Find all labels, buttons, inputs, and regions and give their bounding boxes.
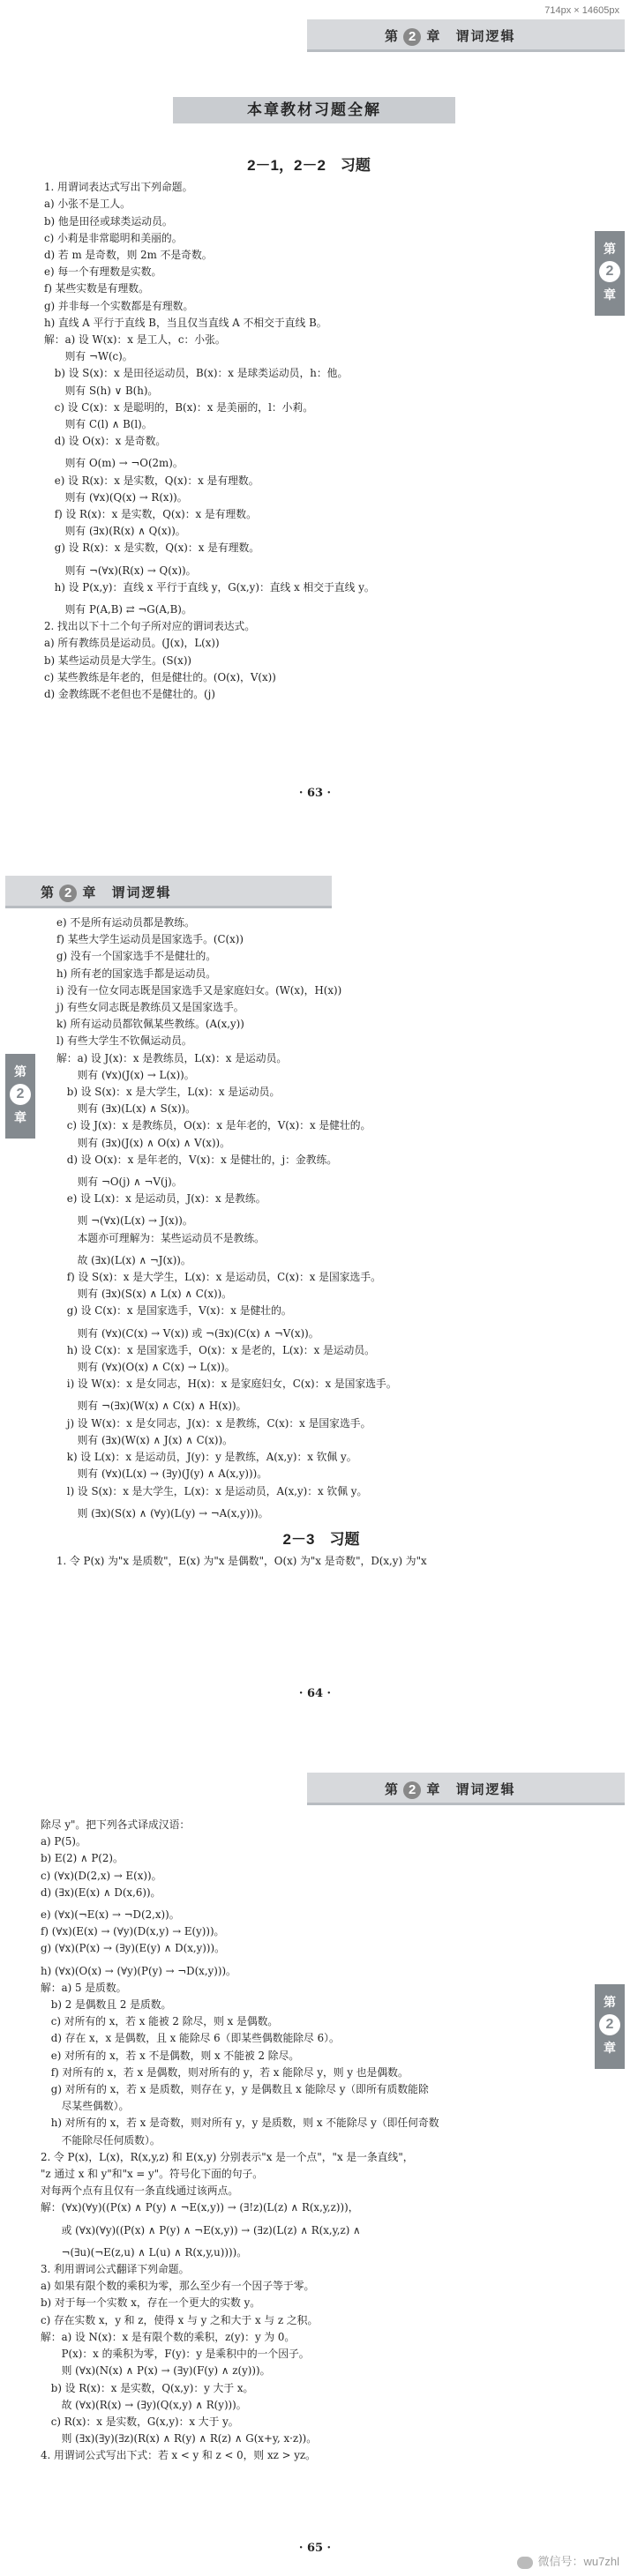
text-line: 解：a) 设 W(x)：x 是工人，c：小张。 (44, 333, 226, 347)
text-line: 则有 (∃x)(S(x) ∧ L(x) ∧ C(x))。 (56, 1288, 232, 1301)
text-line: i) 设 W(x)：x 是女同志，H(x)：x 是家庭妇女，C(x)：x 是国家选手。 (56, 1378, 397, 1391)
page3-body (41, 1817, 579, 2465)
text-line: h) (∀x)(O(x) → (∀y)(P(y) → ¬D(x,y)))。 (41, 1964, 236, 1977)
text-line: 解：a) 5 是质数。 (41, 1981, 127, 1994)
text-line: f) 设 S(x)：x 是大学生，L(x)：x 是运动员，C(x)：x 是国家选手。 (56, 1271, 381, 1284)
side-tab-prefix: 第 (14, 1064, 26, 1079)
chapter-number: 2 (403, 28, 421, 46)
side-tab-suffix: 章 (604, 287, 616, 302)
chapter-name: 谓词逻辑 (455, 29, 516, 44)
text-line: f) 对所有的 x，若 x 是偶数，则对所有的 y，若 x 能除尽 y，则 y 也是偶数。 (41, 2065, 409, 2079)
text-line: 则有 (∀x)(O(x) ∧ C(x) → L(x))。 (56, 1361, 236, 1374)
text-line: i) 没有一位女同志既是国家选手又是家庭妇女。(W(x)，H(x)) (56, 983, 342, 997)
text-line: a) 如果有限个数的乘积为零，那么至少有一个因子等于零。 (41, 2280, 315, 2293)
chapter-side-tab (5, 1054, 35, 1139)
text-line: e) 设 R(x)：x 是实数，Q(x)：x 是有理数。 (44, 474, 259, 487)
text-line: c) 存在实数 x，y 和 z，使得 x 与 y 之和大于 x 与 z 之积。 (41, 2313, 319, 2326)
chapter-header (41, 883, 172, 902)
text-line: f) 某些大学生运动员是国家选手。(C(x)) (56, 933, 244, 946)
text-line: j) 设 W(x)：x 是女同志，J(x)：x 是教练，C(x)：x 是国家选手。 (56, 1416, 371, 1430)
section-title: 2－1，2－2 习题 (247, 157, 371, 174)
text-line: h) 对所有的 x，若 x 是奇数，则对所有 y，y 是质数，则 x 不能除尽 y（即任何奇数 (41, 2117, 439, 2130)
text-line: 则有 O(m) → ¬O(2m)。 (44, 457, 184, 470)
text-line: h) 设 P(x,y)：直线 x 平行于直线 y，G(x,y)：直线 x 相交于直线 y。 (44, 580, 375, 594)
text-line: 则有 (∃x)(J(x) ∧ O(x) ∧ V(x))。 (56, 1136, 230, 1149)
text-line: 则有 (∀x)(Q(x) → R(x))。 (44, 490, 188, 504)
text-line: 2. 找出以下十二个句子所对应的谓词表达式。 (44, 620, 256, 633)
text-line: b) 设 S(x)：x 是田径运动员，B(x)：x 是球类运动员，h：他。 (44, 367, 349, 380)
text-line: g) (∀x)(P(x) → (∃y)(E(y) ∧ D(x,y)))。 (41, 1942, 225, 1955)
text-line: 则有 ¬(∃x)(W(x) ∧ C(x) ∧ H(x))。 (56, 1400, 247, 1413)
text-line: b) 对于每一个实数 x，存在一个更大的实数 y。 (41, 2296, 261, 2310)
text-line: 2. 令 P(x)，L(x)，R(x,y,z) 和 E(x,y) 分别表示"x 是一个点"，"x 是一条直线"， (41, 2150, 414, 2163)
page-number: · 64 · (298, 1687, 332, 1700)
side-tab-number: 2 (10, 1084, 31, 1105)
side-tab-prefix: 第 (604, 242, 616, 256)
text-line: b) 设 S(x)：x 是大学生，L(x)：x 是运动员。 (56, 1086, 281, 1099)
chapter-header (385, 26, 516, 46)
side-tab-prefix: 第 (604, 1995, 616, 2009)
wechat-watermark (517, 2552, 619, 2569)
text-line: c) 小莉是非常聪明和美丽的。 (44, 231, 183, 244)
text-line: 解：(∀x)(∀y)((P(x) ∧ P(y) ∧ ¬E(x,y)) → (∃!z)(L(z) ∧ R(x,y,z)))， (41, 2201, 359, 2214)
text-line: 则有 (∀x)(C(x) → V(x)) 或 ¬(∃x)(C(x) ∧ ¬V(x))。 (56, 1326, 319, 1340)
text-line: 3. 利用谓词公式翻译下列命题。 (41, 2263, 190, 2276)
text-line: ¬(∃u)(¬E(z,u) ∧ L(u) ∧ R(x,y,u))))。 (41, 2245, 247, 2259)
text-line: k) 所有运动员都钦佩某些教练。(A(x,y)) (56, 1018, 244, 1031)
text-line: l) 有些大学生不钦佩运动员。 (56, 1034, 192, 1048)
text-line: e) 对所有的 x，若 x 不是偶数，则 x 不能被 2 除尽。 (41, 2049, 300, 2062)
text-line: g) 设 C(x)：x 是国家选手，V(x)：x 是健壮的。 (56, 1304, 292, 1318)
text-line: 则有 (∃x)(R(x) ∧ Q(x))。 (44, 525, 186, 538)
page1-lines (44, 179, 574, 703)
text-line: 故 (∀x)(R(x) → (∃y)(Q(x,y) ∧ R(y)))。 (41, 2398, 247, 2411)
text-line: f) 设 R(x)：x 是实数，Q(x)：x 是有理数。 (44, 508, 257, 521)
text-line: e) 每一个有理数是实数。 (44, 265, 162, 279)
chapter-side-tab (595, 1984, 625, 2069)
section-title: 2－3 习题 (282, 1530, 360, 1548)
chapter-exercises-banner: 本章教材习题全解 (173, 97, 455, 123)
side-tab-number: 2 (599, 2014, 620, 2035)
text-line: 则 (∃x)(S(x) ∧ (∀y)(L(y) → ¬A(x,y)))。 (56, 1506, 269, 1519)
page1-body (44, 152, 574, 703)
chapter-header (385, 1780, 516, 1799)
text-line: 对每两个点有且仅有一条直线通过该两点。 (41, 2184, 239, 2198)
text-line: c) 设 C(x)：x 是聪明的，B(x)：x 是美丽的，l：小莉。 (44, 400, 314, 414)
chapter-prefix: 第 (41, 885, 55, 900)
watermark-text: 微信号：wu7zhl (537, 2555, 619, 2568)
text-line: 则有 (∃x)(W(x) ∧ J(x) ∧ C(x))。 (56, 1433, 233, 1446)
image-size-label: 714px × 14605px (544, 5, 619, 16)
textbook-page-63 (5, 19, 625, 818)
text-line: e) 设 L(x)：x 是运动员，J(x)：x 是教练。 (56, 1192, 266, 1206)
text-line: g) 没有一个国家选手不是健壮的。 (56, 950, 217, 963)
text-line: c) 某些教练是年老的，但是健壮的。(O(x)，V(x)) (44, 670, 276, 683)
text-line: f) 某些实数是有理数。 (44, 282, 149, 295)
text-line: a) 小张不是工人。 (44, 198, 131, 211)
text-line: c) 对所有的 x，若 x 能被 2 除尽，则 x 是偶数。 (41, 2015, 279, 2028)
text-line: e) (∀x)(¬E(x) → ¬D(2,x))。 (41, 1908, 180, 1922)
side-tab-number: 2 (599, 261, 620, 282)
text-line: b) 2 是偶数且 2 是质数。 (41, 1998, 172, 2012)
textbook-page-65 (5, 1773, 625, 2571)
text-line: 或 (∀x)(∀y)((P(x) ∧ P(y) ∧ ¬E(x,y)) → (∃z)(L(z) ∧ R(x,y,z) ∧ (41, 2223, 361, 2236)
text-line: 则有 ¬W(c)。 (44, 350, 133, 363)
text-line: d) 设 O(x)：x 是奇数。 (44, 435, 167, 448)
page2-lines (56, 915, 586, 1522)
text-line: 本题亦可理解为：某些运动员不是教练。 (56, 1231, 265, 1244)
wechat-icon (517, 2557, 533, 2569)
text-line: 不能除尽任何质数）。 (41, 2133, 161, 2147)
text-line: h) 所有老的国家选手都是运动员。 (56, 967, 217, 980)
text-line: f) (∀x)(E(x) → (∀y)(D(x,y) → E(y)))。 (41, 1925, 225, 1938)
text-line: d) 存在 x，x 是偶数，且 x 能除尽 6（即某些偶数能除尽 6）。 (41, 2032, 340, 2045)
text-line: a) P(5)。 (41, 1835, 86, 1848)
text-line: h) 直线 A 平行于直线 B，当且仅当直线 A 不相交于直线 B。 (44, 316, 327, 329)
text-line: 1. 用谓词表达式写出下列命题。 (44, 181, 193, 194)
text-line: c) (∀x)(D(2,x) → E(x))。 (41, 1869, 162, 1882)
text-line: g) 设 R(x)：x 是实数，Q(x)：x 是有理数。 (44, 541, 260, 555)
text-line: 解：a) 设 J(x)：x 是教练员，L(x)：x 是运动员。 (56, 1051, 288, 1064)
side-tab-suffix: 章 (604, 2041, 616, 2055)
chapter-name: 谓词逻辑 (111, 885, 172, 900)
text-line: 1. 令 P(x) 为"x 是质数"，E(x) 为"x 是偶数"，O(x) 为"x 是奇数"，D(x,y) 为"x (56, 1555, 427, 1568)
text-line: 则 ¬(∀x)(L(x) → J(x))。 (56, 1214, 193, 1228)
chapter-name: 谓词逻辑 (455, 1782, 516, 1797)
chapter-side-tab (595, 231, 625, 316)
text-line: e) 不是所有运动员都是教练。 (56, 916, 195, 929)
text-line: 则有 S(h) ∨ B(h)。 (44, 384, 159, 397)
text-line: h) 设 C(x)：x 是国家选手，O(x)：x 是老的，L(x)：x 是运动员。 (56, 1343, 375, 1356)
page-number: · 65 · (298, 2542, 332, 2555)
text-line: b) E(2) ∧ P(2)。 (41, 1852, 124, 1865)
text-line: 尽某些偶数）。 (41, 2100, 130, 2113)
text-line: a) 所有教练员是运动员。(J(x)，L(x)) (44, 637, 220, 650)
text-line: 则有 (∀x)(J(x) → L(x))。 (56, 1068, 195, 1081)
text-line: 则 (∃x)(∃y)(∃z)(R(x) ∧ R(y) ∧ R(z) ∧ G(x+y, x·z))。 (41, 2432, 318, 2445)
side-tab-suffix: 章 (14, 1110, 26, 1124)
chapter-suffix: 章 (82, 885, 96, 900)
text-line: d) 金教练既不老但也不是健壮的。(j) (44, 688, 215, 701)
text-line: 解：a) 设 N(x)：x 是有限个数的乘积，z(y)：y 为 0。 (41, 2330, 296, 2343)
page-number: · 63 · (298, 787, 332, 800)
text-line: k) 设 L(x)：x 是运动员，J(y)：y 是教练，A(x,y)：x 钦佩 y。 (56, 1451, 357, 1464)
page2-body (56, 915, 586, 1570)
text-line: P(x)：x 的乘积为零，F(y)：y 是乘积中的一个因子。 (41, 2348, 310, 2361)
text-line: 则有 ¬(∀x)(R(x) → Q(x))。 (44, 564, 197, 577)
text-line: 4. 用谓词公式写出下式：若 x < y 和 z < 0，则 xz > yz。 (41, 2449, 316, 2462)
textbook-page-64 (5, 869, 625, 1715)
text-line: l) 设 S(x)：x 是大学生，L(x)：x 是运动员，A(x,y)：x 钦佩 y。 (56, 1484, 368, 1497)
text-line: b) 某些运动员是大学生。(S(x)) (44, 653, 192, 667)
text-line: d) (∃x)(E(x) ∧ D(x,6))。 (41, 1885, 161, 1899)
chapter-prefix: 第 (385, 29, 399, 44)
text-line: 则有 (∃x)(L(x) ∧ S(x))。 (56, 1102, 196, 1116)
text-line: g) 对所有的 x，若 x 是质数，则存在 y，y 是偶数且 x 能除尽 y（即所有质数能除 (41, 2083, 429, 2096)
text-line: c) R(x)：x 是实数，G(x,y)：x 大于 y。 (41, 2415, 239, 2428)
text-line: g) 并非每一个实数都是有理数。 (44, 299, 194, 312)
text-line: 则有 C(l) ∧ B(l)。 (44, 418, 153, 431)
chapter-prefix: 第 (385, 1782, 399, 1797)
text-line: 则有 ¬O(j) ∧ ¬V(j)。 (56, 1176, 183, 1189)
page3-lines (41, 1817, 579, 2465)
text-line: 除尽 y"。把下列各式译成汉语： (41, 1818, 191, 1831)
chapter-suffix: 章 (426, 29, 440, 44)
text-line: b) 他是田径或球类运动员。 (44, 214, 173, 228)
text-line: "z 通过 x 和 y"和"x = y"。符号化下面的句子。 (41, 2168, 264, 2181)
text-line: 故 (∃x)(L(x) ∧ ¬J(x))。 (56, 1253, 191, 1266)
text-line: c) 设 J(x)：x 是教练员，O(x)：x 是年老的，V(x)：x 是健壮的。 (56, 1119, 371, 1132)
chapter-suffix: 章 (426, 1782, 440, 1797)
text-line: 则有 (∀x)(L(x) → (∃y)(J(y) ∧ A(x,y)))。 (56, 1467, 267, 1481)
text-line: j) 有些女同志既是教练员又是国家选手。 (56, 1001, 244, 1014)
text-line: d) 若 m 是奇数，则 2m 不是奇数。 (44, 249, 213, 262)
text-line: b) 设 R(x)：x 是实数，Q(x,y)：y 大于 x。 (41, 2381, 254, 2394)
text-line: 则有 P(A,B) ⇄ ¬G(A,B)。 (44, 603, 192, 616)
text-line: 则 (∀x)(N(x) ∧ P(x) → (∃y)(F(y) ∧ z(y)))。 (41, 2364, 271, 2378)
page2-section-lines (56, 1553, 586, 1570)
chapter-number: 2 (59, 885, 77, 902)
chapter-number: 2 (403, 1781, 421, 1799)
text-line: d) 设 O(x)：x 是年老的，V(x)：x 是健壮的，j：金教练。 (56, 1153, 338, 1166)
